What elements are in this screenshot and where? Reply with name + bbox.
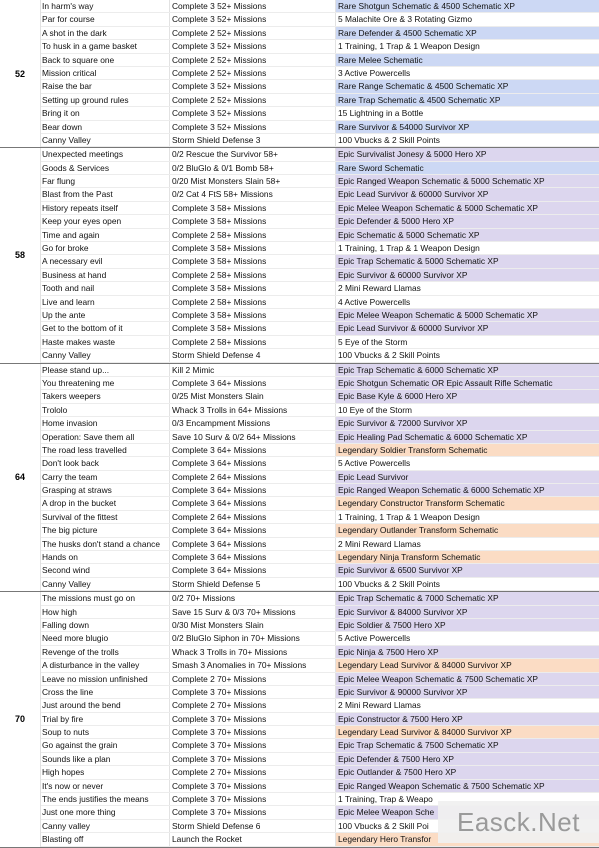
objective-cell: Complete 3 64+ Missions: [170, 538, 336, 550]
reward-cell: Epic Ranged Weapon Schematic & 7500 Schematic XP: [336, 780, 599, 792]
reward-cell: Epic Survivalist Jonesy & 5000 Hero XP: [336, 148, 599, 160]
table-row: [40, 726, 599, 739]
reward-cell: Legendary Soldier Transform Schematic: [336, 444, 599, 456]
objective-cell: Complete 2 58+ Missions: [170, 336, 336, 348]
quest-name-cell: Grasping at straws: [40, 484, 170, 496]
quest-name-cell: Falling down: [40, 619, 170, 631]
quest-name-cell: High hopes: [40, 766, 170, 778]
objective-cell: Complete 3 70+ Missions: [170, 739, 336, 751]
reward-cell: Epic Ranged Weapon Schematic & 6000 Schematic XP: [336, 484, 599, 496]
quest-name-cell: Haste makes waste: [40, 336, 170, 348]
objective-cell: Storm Shield Defense 6: [170, 820, 336, 832]
objective-cell: Complete 3 58+ Missions: [170, 215, 336, 227]
table-row: [40, 619, 599, 632]
reward-cell: Epic Survivor & 90000 Survivor XP: [336, 686, 599, 698]
table-row: [40, 659, 599, 672]
table-row: [40, 336, 599, 349]
objective-cell: Complete 2 64+ Missions: [170, 511, 336, 523]
objective-cell: 0/2 BluGlo Siphon in 70+ Missions: [170, 632, 336, 644]
reward-cell: Epic Healing Pad Schematic & 6000 Schematic XP: [336, 431, 599, 443]
table-row: [40, 632, 599, 645]
quest-name-cell: History repeats itself: [40, 202, 170, 214]
objective-cell: Complete 3 64+ Missions: [170, 377, 336, 389]
table-row: [40, 404, 599, 417]
quest-name-cell: Canny Valley: [40, 578, 170, 590]
table-row: [40, 134, 599, 147]
objective-cell: Complete 3 64+ Missions: [170, 444, 336, 456]
table-row: [40, 524, 599, 537]
objective-cell: Save 15 Surv & 0/3 70+ Missions: [170, 606, 336, 618]
table-row: [40, 780, 599, 793]
objective-cell: Storm Shield Defense 5: [170, 578, 336, 590]
table-row: [40, 27, 599, 40]
reward-cell: Legendary Hero Transfor: [336, 833, 599, 845]
objective-cell: Complete 3 64+ Missions: [170, 457, 336, 469]
reward-cell: Epic Base Kyle & 6000 Hero XP: [336, 390, 599, 402]
quest-name-cell: Bear down: [40, 121, 170, 133]
table-row: [40, 646, 599, 659]
quest-name-cell: Far flung: [40, 175, 170, 187]
reward-cell: Epic Ninja & 7500 Hero XP: [336, 646, 599, 658]
table-row: [40, 188, 599, 201]
objective-cell: Complete 3 70+ Missions: [170, 726, 336, 738]
quest-name-cell: Go for broke: [40, 242, 170, 254]
quest-name-cell: The road less travelled: [40, 444, 170, 456]
quest-name-cell: Trial by fire: [40, 713, 170, 725]
table-row: [40, 349, 599, 362]
reward-cell: Legendary Ninja Transform Schematic: [336, 551, 599, 563]
quest-name-cell: Don't look back: [40, 457, 170, 469]
reward-cell: 10 Eye of the Storm: [336, 404, 599, 416]
level-label: 58: [0, 148, 41, 362]
quest-name-cell: Keep your eyes open: [40, 215, 170, 227]
reward-cell: Legendary Outlander Transform Schematic: [336, 524, 599, 536]
table-row: [40, 215, 599, 228]
table-row: [40, 578, 599, 591]
quest-name-cell: Up the ante: [40, 309, 170, 321]
objective-cell: Complete 2 52+ Missions: [170, 27, 336, 39]
objective-cell: Complete 2 64+ Missions: [170, 471, 336, 483]
table-row: [40, 431, 599, 444]
table-row: [40, 686, 599, 699]
objective-cell: Complete 3 70+ Missions: [170, 753, 336, 765]
reward-cell: Rare Shotgun Schematic & 4500 Schematic XP: [336, 0, 599, 12]
reward-cell: Epic Trap Schematic & 5000 Schematic XP: [336, 255, 599, 267]
table-row: [40, 54, 599, 67]
objective-cell: Complete 3 70+ Missions: [170, 713, 336, 725]
reward-cell: 5 Eye of the Storm: [336, 336, 599, 348]
table-row: [40, 94, 599, 107]
quest-name-cell: Please stand up...: [40, 364, 170, 376]
quest-name-cell: Tooth and nail: [40, 282, 170, 294]
quest-name-cell: Leave no mission unfinished: [40, 673, 170, 685]
quest-name-cell: Just around the bend: [40, 699, 170, 711]
reward-cell: Rare Melee Schematic: [336, 54, 599, 66]
table-row: [40, 40, 599, 53]
reward-cell: 1 Training, 1 Trap & 1 Weapon Design: [336, 40, 599, 52]
reward-cell: Epic Survivor & 60000 Survivor XP: [336, 269, 599, 281]
reward-cell: Legendary Constructor Transform Schematic: [336, 497, 599, 509]
table-row: [40, 242, 599, 255]
reward-cell: Rare Defender & 4500 Schematic XP: [336, 27, 599, 39]
objective-cell: Complete 3 52+ Missions: [170, 121, 336, 133]
objective-cell: 0/20 Mist Monsters Slain 58+: [170, 175, 336, 187]
quest-name-cell: Blast from the Past: [40, 188, 170, 200]
objective-cell: Complete 3 58+ Missions: [170, 202, 336, 214]
reward-cell: Epic Ranged Weapon Schematic & 5000 Schematic XP: [336, 175, 599, 187]
reward-cell: 2 Mini Reward Llamas: [336, 538, 599, 550]
table-row: [40, 444, 599, 457]
reward-cell: Epic Soldier & 7500 Hero XP: [336, 619, 599, 631]
table-row: [40, 699, 599, 712]
quest-name-cell: Second wind: [40, 564, 170, 576]
objective-cell: Complete 3 52+ Missions: [170, 80, 336, 92]
reward-cell: 5 Active Powercells: [336, 632, 599, 644]
reward-cell: Rare Range Schematic & 4500 Schematic XP: [336, 80, 599, 92]
quest-name-cell: Setting up ground rules: [40, 94, 170, 106]
reward-cell: Epic Trap Schematic & 7000 Schematic XP: [336, 592, 599, 604]
reward-cell: 100 Vbucks & 2 Skill Poi: [336, 820, 599, 832]
objective-cell: Complete 3 70+ Missions: [170, 793, 336, 805]
quest-name-cell: Back to square one: [40, 54, 170, 66]
objective-cell: Complete 3 52+ Missions: [170, 0, 336, 12]
level-group: [0, 148, 599, 363]
quest-name-cell: Canny Valley: [40, 349, 170, 361]
reward-cell: Epic Defender & 7500 Hero XP: [336, 753, 599, 765]
quest-name-cell: It's now or never: [40, 780, 170, 792]
reward-cell: Rare Survivor & 54000 Survivor XP: [336, 121, 599, 133]
quest-name-cell: Time and again: [40, 229, 170, 241]
objective-cell: Complete 2 52+ Missions: [170, 67, 336, 79]
objective-cell: Complete 3 70+ Missions: [170, 806, 336, 818]
level-label: 52: [0, 0, 41, 147]
level-label: 70: [0, 592, 41, 846]
table-row: [40, 309, 599, 322]
quest-name-cell: Bring it on: [40, 107, 170, 119]
table-row: [40, 471, 599, 484]
objective-cell: Complete 2 52+ Missions: [170, 94, 336, 106]
quest-name-cell: Canny Valley: [40, 134, 170, 146]
reward-cell: 1 Training, 1 Trap & 1 Weapon Design: [336, 511, 599, 523]
quest-name-cell: The missions must go on: [40, 592, 170, 604]
objective-cell: Complete 3 58+ Missions: [170, 322, 336, 334]
quest-name-cell: Get to the bottom of it: [40, 322, 170, 334]
objective-cell: Complete 3 64+ Missions: [170, 524, 336, 536]
table-row: [40, 162, 599, 175]
watermark: [438, 801, 599, 843]
reward-cell: Epic Lead Survivor & 60000 Survivor XP: [336, 188, 599, 200]
quest-name-cell: A shot in the dark: [40, 27, 170, 39]
objective-cell: Complete 2 52+ Missions: [170, 54, 336, 66]
reward-cell: 100 Vbucks & 2 Skill Points: [336, 578, 599, 590]
quest-name-cell: Revenge of the trolls: [40, 646, 170, 658]
reward-cell: 2 Mini Reward Llamas: [336, 699, 599, 711]
objective-cell: Complete 3 64+ Missions: [170, 497, 336, 509]
quest-name-cell: Hands on: [40, 551, 170, 563]
level-group: [0, 364, 599, 593]
level-label: 64: [0, 364, 41, 592]
objective-cell: Complete 3 58+ Missions: [170, 255, 336, 267]
quest-name-cell: Business at hand: [40, 269, 170, 281]
table-row: [40, 377, 599, 390]
objective-cell: 0/25 Mist Monsters Slain: [170, 390, 336, 402]
quest-name-cell: The ends justifies the means: [40, 793, 170, 805]
table-row: [40, 80, 599, 93]
quest-name-cell: Takers weepers: [40, 390, 170, 402]
objective-cell: Kill 2 Mimic: [170, 364, 336, 376]
reward-cell: Epic Survivor & 84000 Survivor XP: [336, 606, 599, 618]
quest-name-cell: Just one more thing: [40, 806, 170, 818]
reward-cell: Epic Melee Weapon Schematic & 5000 Schematic XP: [336, 309, 599, 321]
quest-name-cell: Canny valley: [40, 820, 170, 832]
table-row: [40, 484, 599, 497]
objective-cell: Storm Shield Defense 4: [170, 349, 336, 361]
reward-cell: 100 Vbucks & 2 Skill Points: [336, 349, 599, 361]
objective-cell: 0/2 70+ Missions: [170, 592, 336, 604]
reward-cell: 100 Vbucks & 2 Skill Points: [336, 134, 599, 146]
reward-cell: 1 Training, 1 Trap & 1 Weapon Design: [336, 242, 599, 254]
reward-cell: Epic Lead Survivor & 60000 Survivor XP: [336, 322, 599, 334]
quest-name-cell: In harm's way: [40, 0, 170, 12]
table-row: [40, 255, 599, 268]
objective-cell: Complete 3 58+ Missions: [170, 242, 336, 254]
quest-name-cell: Live and learn: [40, 296, 170, 308]
quest-name-cell: To husk in a game basket: [40, 40, 170, 52]
quest-name-cell: Goods & Services: [40, 162, 170, 174]
quest-name-cell: Operation: Save them all: [40, 431, 170, 443]
reward-cell: 2 Mini Reward Llamas: [336, 282, 599, 294]
table-row: [40, 121, 599, 134]
quest-name-cell: The husks don't stand a chance: [40, 538, 170, 550]
quest-name-cell: You threatening me: [40, 377, 170, 389]
table-row: [40, 107, 599, 120]
table-row: [40, 364, 599, 377]
table-row: [40, 282, 599, 295]
reward-cell: Epic Melee Weapon Schematic & 7500 Schematic XP: [336, 673, 599, 685]
quest-name-cell: Blasting off: [40, 833, 170, 845]
quest-name-cell: Home invasion: [40, 417, 170, 429]
objective-cell: Complete 3 52+ Missions: [170, 40, 336, 52]
objective-cell: Complete 3 58+ Missions: [170, 282, 336, 294]
table-row: [40, 551, 599, 564]
quest-name-cell: Soup to nuts: [40, 726, 170, 738]
reward-cell: Epic Survivor & 72000 Survivor XP: [336, 417, 599, 429]
quest-name-cell: The big picture: [40, 524, 170, 536]
objective-cell: Complete 2 58+ Missions: [170, 296, 336, 308]
reward-cell: Legendary Lead Survivor & 84000 Survivor XP: [336, 659, 599, 671]
objective-cell: Complete 3 70+ Missions: [170, 780, 336, 792]
table-row: [40, 417, 599, 430]
quest-name-cell: Go against the grain: [40, 739, 170, 751]
table-row: [40, 673, 599, 686]
reward-cell: 4 Active Powercells: [336, 296, 599, 308]
objective-cell: Save 10 Surv & 0/2 64+ Missions: [170, 431, 336, 443]
quest-name-cell: A disturbance in the valley: [40, 659, 170, 671]
table-row: [40, 390, 599, 403]
table-row: [40, 13, 599, 26]
reward-cell: 3 Active Powercells: [336, 67, 599, 79]
reward-cell: Epic Outlander & 7500 Hero XP: [336, 766, 599, 778]
table-row: [40, 739, 599, 752]
reward-cell: 5 Malachite Ore & 3 Rotating Gizmo: [336, 13, 599, 25]
table-row: [40, 148, 599, 161]
reward-cell: Epic Trap Schematic & 6000 Schematic XP: [336, 364, 599, 376]
level-group: [0, 0, 599, 148]
reward-cell: Epic Melee Weapon Schematic & 5000 Schematic XP: [336, 202, 599, 214]
objective-cell: Whack 3 Trolls in 70+ Missions: [170, 646, 336, 658]
objective-cell: Complete 3 52+ Missions: [170, 107, 336, 119]
quest-name-cell: Survival of the fittest: [40, 511, 170, 523]
objective-cell: 0/2 Rescue the Survivor 58+: [170, 148, 336, 160]
quest-name-cell: How high: [40, 606, 170, 618]
objective-cell: Storm Shield Defense 3: [170, 134, 336, 146]
quest-name-cell: Par for course: [40, 13, 170, 25]
quest-name-cell: A drop in the bucket: [40, 497, 170, 509]
objective-cell: 0/2 BluGlo & 0/1 Bomb 58+: [170, 162, 336, 174]
table-row: [40, 175, 599, 188]
reward-cell: Epic Shotgun Schematic OR Epic Assault Rifle Schematic: [336, 377, 599, 389]
table-row: [40, 202, 599, 215]
objective-cell: Complete 3 64+ Missions: [170, 551, 336, 563]
reward-cell: Epic Constructor & 7500 Hero XP: [336, 713, 599, 725]
table-row: [40, 538, 599, 551]
objective-cell: Complete 3 70+ Missions: [170, 686, 336, 698]
quest-name-cell: Carry the team: [40, 471, 170, 483]
reward-cell: 1 Training, Trap & Weapo: [336, 793, 599, 805]
objective-cell: Complete 3 64+ Missions: [170, 484, 336, 496]
table-row: [40, 0, 599, 13]
objective-cell: Launch the Rocket: [170, 833, 336, 845]
table-row: [40, 753, 599, 766]
quest-name-cell: Trololo: [40, 404, 170, 416]
reward-cell: 15 Lightning in a Bottle: [336, 107, 599, 119]
objective-cell: Complete 2 70+ Missions: [170, 699, 336, 711]
table-row: [40, 457, 599, 470]
objective-cell: 0/3 Encampment Missions: [170, 417, 336, 429]
objective-cell: Smash 3 Anomalies in 70+ Missions: [170, 659, 336, 671]
quest-name-cell: Mission critical: [40, 67, 170, 79]
quest-name-cell: Raise the bar: [40, 80, 170, 92]
table-row: [40, 713, 599, 726]
reward-cell: Epic Melee Weapon Sche: [336, 806, 599, 818]
quest-name-cell: Unexpected meetings: [40, 148, 170, 160]
table-row: [40, 606, 599, 619]
reward-cell: Epic Lead Survivor: [336, 471, 599, 483]
reward-cell: 5 Active Powercells: [336, 457, 599, 469]
table-row: [40, 564, 599, 577]
quest-name-cell: Cross the line: [40, 686, 170, 698]
table-row: [40, 229, 599, 242]
table-row: [40, 67, 599, 80]
table-row: [40, 766, 599, 779]
table-row: [40, 322, 599, 335]
table-row: [40, 511, 599, 524]
objective-cell: 0/2 Cat 4 FtS 58+ Missions: [170, 188, 336, 200]
objective-cell: Whack 3 Trolls in 64+ Missions: [170, 404, 336, 416]
table-row: [40, 296, 599, 309]
table-row: [40, 497, 599, 510]
quest-name-cell: A necessary evil: [40, 255, 170, 267]
table-row: [40, 269, 599, 282]
quest-name-cell: Need more blugio: [40, 632, 170, 644]
objective-cell: 0/30 Mist Monsters Slain: [170, 619, 336, 631]
reward-cell: Rare Sword Schematic: [336, 162, 599, 174]
watermark-text: Easck.Net: [457, 806, 580, 837]
quest-name-cell: Sounds like a plan: [40, 753, 170, 765]
reward-cell: Epic Trap Schematic & 7500 Schematic XP: [336, 739, 599, 751]
table-row: [40, 592, 599, 605]
reward-cell: Legendary Lead Survivor & 84000 Survivor XP: [336, 726, 599, 738]
reward-cell: Epic Defender & 5000 Hero XP: [336, 215, 599, 227]
objective-cell: Complete 3 52+ Missions: [170, 13, 336, 25]
reward-cell: Rare Trap Schematic & 4500 Schematic XP: [336, 94, 599, 106]
reward-cell: Epic Survivor & 6500 Survivor XP: [336, 564, 599, 576]
objective-cell: Complete 2 58+ Missions: [170, 229, 336, 241]
objective-cell: Complete 3 58+ Missions: [170, 309, 336, 321]
objective-cell: Complete 2 70+ Missions: [170, 673, 336, 685]
objective-cell: Complete 2 58+ Missions: [170, 269, 336, 281]
objective-cell: Complete 3 64+ Missions: [170, 564, 336, 576]
reward-cell: Epic Schematic & 5000 Schematic XP: [336, 229, 599, 241]
objective-cell: Complete 2 70+ Missions: [170, 766, 336, 778]
